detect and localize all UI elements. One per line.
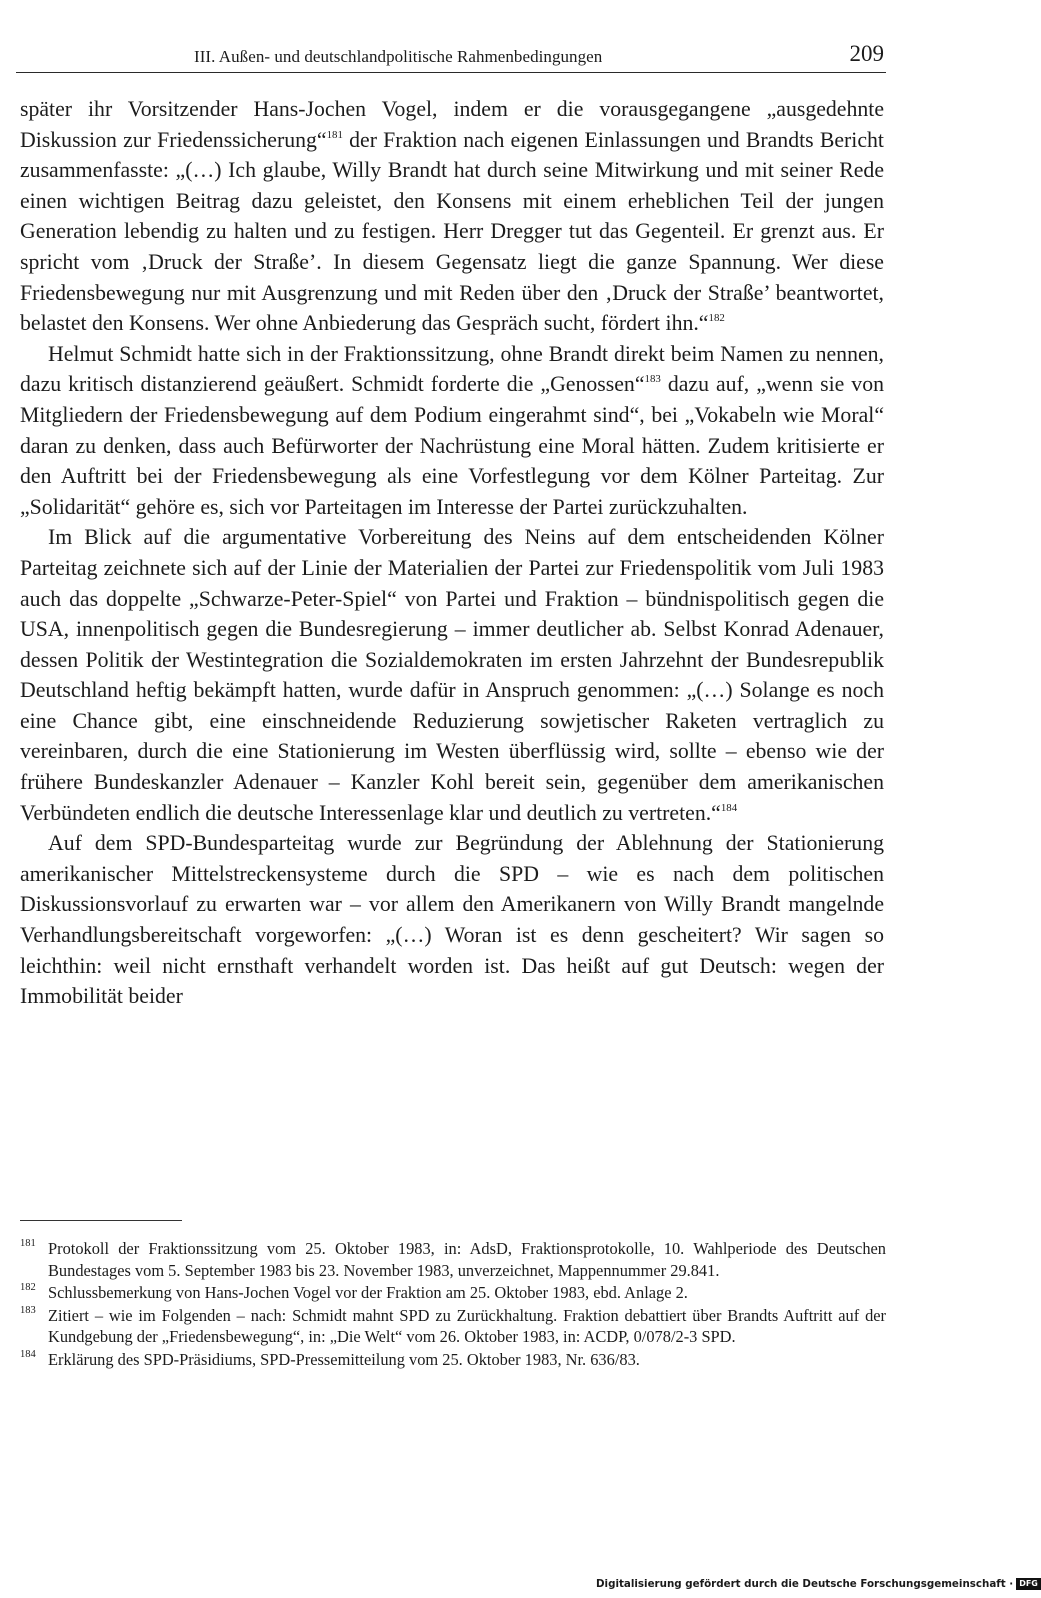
footnote-text: Schlussbemerkung von Hans-Jochen Vogel vor der Fraktion am 25. Oktober 1983, ebd. Anlage 2.: [48, 1283, 688, 1303]
footnote-ref[interactable]: 182: [708, 311, 725, 324]
footnote: [20, 1349, 886, 1371]
text-run: Im Blick auf die argumentative Vorbereitung des Neins auf dem entscheidenden Kölner Parteitag zeichnete sich auf der Linie der Materialien der Partei zur Friedenspolitik vom Juli 1983 auch das doppelte „Schwarze-Peter-Spiel“ von Partei und Fraktion – bündnispolitisch gegen die USA, innenpolitisch gegen die Bundesregierung – immer deutlicher ab. Selbst Konrad Adenauer, dessen Politik der Westintegration die Sozialdemokraten im ersten Jahrzehnt der Bundesrepublik Deutschland heftig bekämpft hatten, wurde dafür in Anspruch genommen: „(…) Solange es noch eine Chance gibt, eine einschneidende Reduzierung sowjetischer Raketen vertraglich zu vereinbaren, durch die eine Stationierung im Westen überflüssig wird, sollte – ebenso wie der frühere Bundeskanzler Adenauer – Kanzler Kohl bereit sein, gegenüber dem amerikanischen Verbündeten endlich die deutsche Interessenlage klar und deutlich zu vertreten.“: [20, 525, 884, 825]
paragraph: [20, 828, 884, 1012]
paragraph: [20, 522, 884, 828]
digitization-credit: [596, 1578, 1041, 1590]
paragraph: [20, 94, 884, 339]
footnote-ref[interactable]: 183: [644, 373, 661, 386]
text-run: später ihr Vorsitzender Hans-Jochen Vogel, indem er die vorausgegangene „ausgedehnte Diskussion zur Friedenssicherung“: [20, 97, 884, 152]
footnote-number: 181: [20, 1238, 36, 1249]
text-run: der Fraktion nach eigenen Einlassungen und Brandts Bericht zusammenfasste: „(…) Ich glaube, Willy Brandt hat durch seine Mitwirkung und mit seiner Rede einen wichtigen Beitrag dazu geleistet, den Konsens mit einem erheblichen Teil der jungen Generation lebendig zu halten und zu festigen. Herr Dregger tut das Gegenteil. Er grenzt aus. Er spricht vom ‚Druck der Straße’. In diesem Gegensatz liegt die ganze Spannung. Wer diese Friedensbewegung nur mit Ausgrenzung und mit Reden über den ‚Druck der Straße’ beantwortet, belastet den Konsens. Wer ohne Anbiederung das Gespräch sucht, fördert ihn.“: [20, 127, 884, 336]
page-number: 209: [849, 41, 884, 66]
text-run: Auf dem SPD-Bundesparteitag wurde zur Begründung der Ablehnung der Stationierung amerikanischer Mittelstreckensysteme durch die SPD – wie es nach dem politischen Diskussionsvorlauf zu erwarten war – vor allem den Amerikanern von Willy Brandt mangelnde Verhandlungsbereitschaft vorgeworfen: „(…) Woran ist es denn gescheitert? Wir sagen so leichthin: weil nicht ernsthaft verhandelt worden ist. Das heißt auf gut Deutsch: wegen der Immobilität beider: [20, 831, 884, 1009]
footnote-ref[interactable]: 184: [720, 801, 738, 814]
footnote-text: Protokoll der Fraktionssitzung vom 25. Oktober 1983, in: AdsD, Fraktionsprotokolle, 10. Wahlperiode des Deutschen Bundestages vom 5. September 1983 bis 23. November 1983, unverzeichnet, Mappennummer 29.841.: [48, 1239, 886, 1280]
running-title: III. Außen- und deutschlandpolitische Rahmenbedingungen: [194, 47, 603, 66]
dfg-logo-icon: DFG: [1016, 1578, 1041, 1590]
footnote: [20, 1305, 886, 1348]
footnote-number: 182: [20, 1282, 36, 1294]
footnote: [20, 1238, 886, 1281]
credit-text: Digitalisierung gefördert durch die Deutsche Forschungsgemeinschaft ·: [596, 1578, 1014, 1590]
footnote-text: Erklärung des SPD-Präsidiums, SPD-Pressemitteilung vom 25. Oktober 1983, Nr. 636/83.: [48, 1349, 640, 1369]
paragraph: [20, 339, 884, 523]
running-header: [16, 41, 886, 73]
footnote-number: 184: [20, 1348, 36, 1360]
body-text: [20, 94, 884, 1012]
footnotes: [20, 1238, 886, 1372]
text-run: Helmut Schmidt hatte sich in der Fraktionssitzung, ohne Brandt direkt beim Namen zu nennen, dazu kritisch distanzierend geäußert. Schmidt forderte die „Genossen“: [20, 341, 884, 397]
footnote-text: Zitiert – wie im Folgenden – nach: Schmidt mahnt SPD zu Zurückhaltung. Fraktion debattiert über Brandts Auftritt auf der Kundgebung der „Friedensbewegung“, in: „Die Welt“ vom 26. Oktober 1983, in: ACDP, 0/078/2-3 SPD.: [48, 1305, 886, 1347]
footnote-divider: [20, 1220, 182, 1221]
footnote-ref[interactable]: 181: [326, 128, 343, 141]
footnote: [20, 1282, 886, 1304]
text-run: dazu auf, „wenn sie von Mitgliedern der Friedensbewegung auf dem Podium eingerahmt sind“, bei „Vokabeln wie Moral“ daran zu denken, dass auch Befürworter der Nachrüstung eine Moral hätten. Zudem kritisierte er den Auftritt bei der Friedensbewegung als eine Vorfestlegung vor dem Kölner Parteitag. Zur „Solidarität“ gehöre es, sich vor Parteitagen im Interesse der Partei zurückzuhalten.: [20, 372, 885, 519]
footnote-number: 183: [20, 1304, 36, 1316]
